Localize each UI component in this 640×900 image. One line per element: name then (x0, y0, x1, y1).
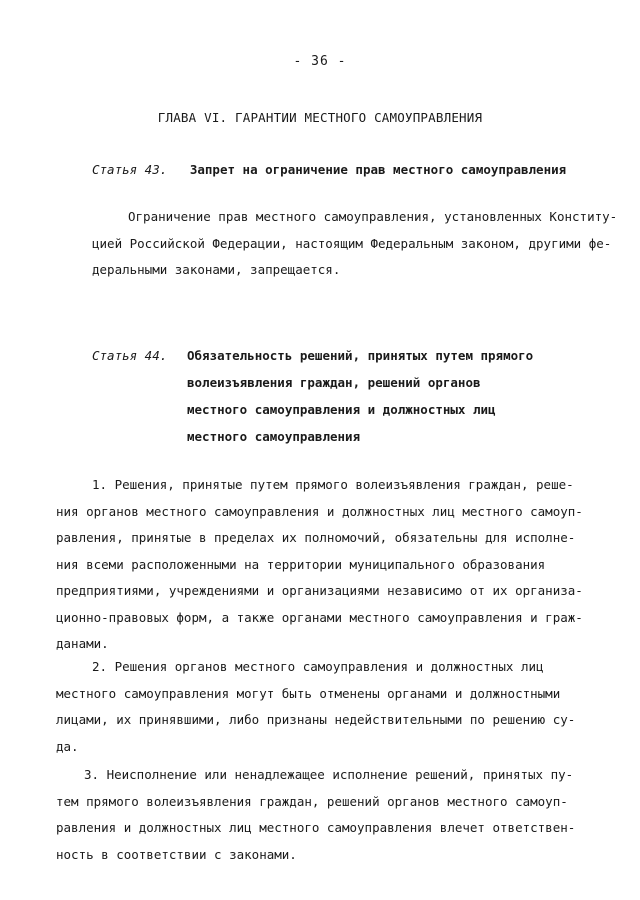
text-line: лицами, их принявшими, либо признаны недействительными по решению су- (56, 712, 576, 727)
title-line: местного самоуправления и должностных лиц (187, 402, 496, 417)
article-44-title (187, 342, 597, 450)
title-line: волеизъявления граждан, решений органов (187, 375, 481, 390)
article-44-label: Статья 44. (92, 348, 168, 363)
title-line: Обязательность решений, принятых путем прямого (187, 348, 534, 363)
article-43-text (56, 204, 618, 284)
chapter-title: ГЛАВА VI. ГАРАНТИИ МЕСТНОГО САМОУПРАВЛЕНИЯ (157, 110, 483, 125)
text-line: 3. Неисполнение или ненадлежащее исполнение решений, принятых пу- (84, 767, 574, 782)
text-line: ность в соответствии с законами. (56, 846, 297, 862)
page-number: - 36 - (293, 54, 347, 69)
article-43-heading (92, 162, 566, 177)
text-line: тем прямого волеизъявления граждан, решений органов местного самоуп- (56, 793, 568, 809)
text-line: 1. Решения, принятые путем прямого волеизъявления граждан, реше- (92, 477, 574, 492)
text-line: цией Российской Федерации, настоящим Федеральным законом, другими фе- (92, 235, 612, 251)
text-line: ния всеми расположенными на территории муниципального образования (56, 556, 546, 572)
article-43-title: Запрет на ограничение прав местного самоуправления (189, 162, 567, 177)
text-line: Ограничение прав местного самоуправления, установленных Конститу- (128, 209, 618, 224)
article-44-item-1 (56, 472, 584, 658)
article-44-item-3 (56, 762, 584, 868)
text-line: деральными законами, запрещается. (92, 262, 341, 277)
text-line: 2. Решения органов местного самоуправления и должностных лиц (92, 659, 544, 674)
text-line: равления, принятые в пределах их полномочий, обязательны для исполне- (56, 530, 576, 545)
article-43-label: Статья 43. (92, 162, 168, 177)
text-line: ционно-правовых форм, а также органами местного самоуправления и граж- (56, 609, 583, 625)
title-line: местного самоуправления (187, 429, 361, 444)
text-line: ния органов местного самоуправления и должностных лиц местного самоуп- (56, 503, 583, 519)
article-44-item-2 (56, 654, 584, 760)
text-line: местного самоуправления могут быть отменены органами и должностными (56, 685, 561, 701)
text-line: равления и должностных лиц местного самоуправления влечет ответствен- (56, 820, 576, 835)
text-line: да. (56, 738, 79, 754)
text-line: данами. (56, 636, 109, 651)
text-line: предприятиями, учреждениями и организациями независимо от их организа- (56, 583, 583, 598)
